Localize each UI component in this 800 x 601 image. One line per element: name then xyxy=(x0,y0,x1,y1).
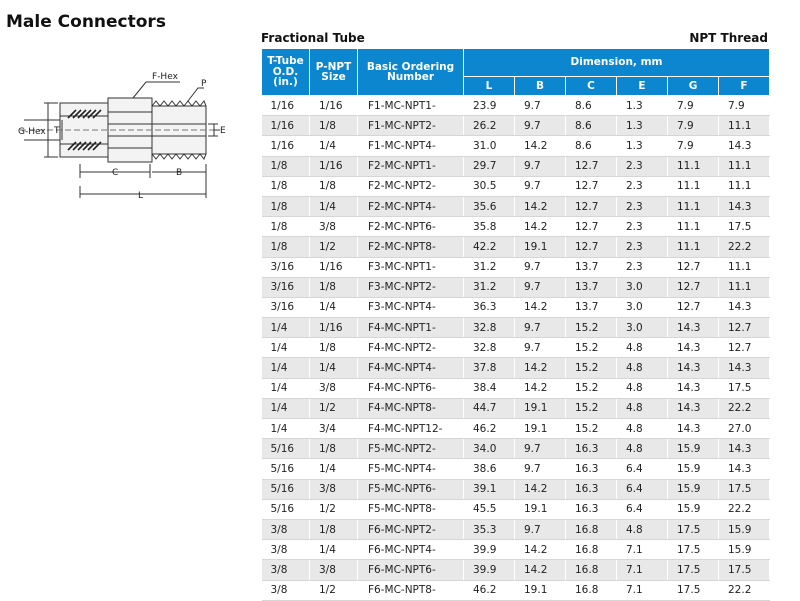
cell-c: 8.6 xyxy=(566,136,617,156)
table-row xyxy=(262,176,770,196)
cell-b: 9.7 xyxy=(515,156,566,176)
cell-e: 3.0 xyxy=(617,318,668,338)
cell-tube-od: 1/16 xyxy=(262,96,310,116)
cell-npt-size: 1/2 xyxy=(310,237,358,257)
cell-e: 2.3 xyxy=(617,237,668,257)
cell-b: 9.7 xyxy=(515,318,566,338)
cell-c: 16.3 xyxy=(566,479,617,499)
column-header-tube-od: T-Tube O.D. (in.) xyxy=(262,49,310,96)
cell-tube-od: 1/8 xyxy=(262,196,310,216)
cell-c: 16.8 xyxy=(566,560,617,580)
cell-tube-od: 3/8 xyxy=(262,560,310,580)
cell-e: 2.3 xyxy=(617,176,668,196)
cell-e: 7.1 xyxy=(617,560,668,580)
cell-e: 1.3 xyxy=(617,96,668,116)
cell-c: 16.3 xyxy=(566,459,617,479)
cell-f: 15.9 xyxy=(719,519,770,539)
cell-ordering-number: F6-MC-NPT6- xyxy=(358,560,464,580)
cell-g: 12.7 xyxy=(668,257,719,277)
table-body xyxy=(262,96,770,601)
cell-l: 31.2 xyxy=(464,257,515,277)
column-header-c: C xyxy=(566,77,617,96)
cell-l: 46.2 xyxy=(464,580,515,600)
cell-tube-od: 5/16 xyxy=(262,499,310,519)
cell-ordering-number: F2-MC-NPT6- xyxy=(358,217,464,237)
cell-f: 14.3 xyxy=(719,136,770,156)
column-header-l: L xyxy=(464,77,515,96)
cell-l: 35.8 xyxy=(464,217,515,237)
cell-g: 7.9 xyxy=(668,116,719,136)
cell-npt-size: 1/16 xyxy=(310,96,358,116)
cell-l: 35.6 xyxy=(464,196,515,216)
cell-c: 12.7 xyxy=(566,156,617,176)
cell-npt-size: 3/8 xyxy=(310,479,358,499)
cell-ordering-number: F4-MC-NPT2- xyxy=(358,338,464,358)
cell-npt-size: 1/4 xyxy=(310,196,358,216)
cell-tube-od: 3/16 xyxy=(262,277,310,297)
label-e: E xyxy=(220,126,226,136)
table-row xyxy=(262,196,770,216)
table-row xyxy=(262,156,770,176)
cell-e: 4.8 xyxy=(617,419,668,439)
cell-b: 14.2 xyxy=(515,217,566,237)
cell-b: 19.1 xyxy=(515,237,566,257)
cell-ordering-number: F2-MC-NPT1- xyxy=(358,156,464,176)
cell-b: 9.7 xyxy=(515,439,566,459)
cell-g: 17.5 xyxy=(668,519,719,539)
cell-ordering-number: F5-MC-NPT2- xyxy=(358,439,464,459)
cell-ordering-number: F5-MC-NPT4- xyxy=(358,459,464,479)
cell-l: 23.9 xyxy=(464,96,515,116)
cell-l: 42.2 xyxy=(464,237,515,257)
cell-ordering-number: F4-MC-NPT12- xyxy=(358,419,464,439)
cell-f: 22.2 xyxy=(719,398,770,418)
cell-ordering-number: F5-MC-NPT6- xyxy=(358,479,464,499)
table-row xyxy=(262,358,770,378)
cell-b: 9.7 xyxy=(515,459,566,479)
cell-b: 9.7 xyxy=(515,277,566,297)
cell-f: 15.9 xyxy=(719,540,770,560)
cell-e: 4.8 xyxy=(617,398,668,418)
cell-e: 1.3 xyxy=(617,116,668,136)
cell-npt-size: 1/4 xyxy=(310,297,358,317)
cell-e: 2.3 xyxy=(617,196,668,216)
cell-e: 3.0 xyxy=(617,297,668,317)
cell-ordering-number: F2-MC-NPT8- xyxy=(358,237,464,257)
cell-npt-size: 1/2 xyxy=(310,580,358,600)
cell-npt-size: 1/4 xyxy=(310,358,358,378)
cell-c: 8.6 xyxy=(566,96,617,116)
cell-npt-size: 3/8 xyxy=(310,217,358,237)
cell-e: 4.8 xyxy=(617,439,668,459)
table-row xyxy=(262,499,770,519)
cell-tube-od: 1/16 xyxy=(262,136,310,156)
cell-f: 11.1 xyxy=(719,277,770,297)
cell-c: 12.7 xyxy=(566,176,617,196)
cell-g: 11.1 xyxy=(668,196,719,216)
cell-l: 32.8 xyxy=(464,318,515,338)
cell-l: 29.7 xyxy=(464,156,515,176)
cell-f: 14.3 xyxy=(719,196,770,216)
cell-g: 11.1 xyxy=(668,156,719,176)
cell-l: 45.5 xyxy=(464,499,515,519)
cell-ordering-number: F1-MC-NPT1- xyxy=(358,96,464,116)
label-b: B xyxy=(176,168,183,178)
cell-c: 15.2 xyxy=(566,398,617,418)
cell-b: 14.2 xyxy=(515,479,566,499)
table-row xyxy=(262,419,770,439)
cell-ordering-number: F4-MC-NPT6- xyxy=(358,378,464,398)
cell-c: 12.7 xyxy=(566,237,617,257)
cell-tube-od: 3/8 xyxy=(262,580,310,600)
cell-tube-od: 1/8 xyxy=(262,237,310,257)
cell-b: 19.1 xyxy=(515,580,566,600)
table-row xyxy=(262,217,770,237)
cell-npt-size: 1/16 xyxy=(310,156,358,176)
cell-b: 9.7 xyxy=(515,116,566,136)
cell-c: 13.7 xyxy=(566,297,617,317)
cell-tube-od: 5/16 xyxy=(262,439,310,459)
cell-l: 37.8 xyxy=(464,358,515,378)
cell-tube-od: 1/8 xyxy=(262,217,310,237)
cell-c: 15.2 xyxy=(566,378,617,398)
column-header-b: B xyxy=(515,77,566,96)
cell-e: 4.8 xyxy=(617,519,668,539)
label-p: P xyxy=(201,79,207,89)
cell-l: 38.4 xyxy=(464,378,515,398)
cell-npt-size: 3/4 xyxy=(310,419,358,439)
label-c: C xyxy=(112,168,119,178)
cell-e: 2.3 xyxy=(617,257,668,277)
cell-c: 15.2 xyxy=(566,358,617,378)
column-header-e: E xyxy=(617,77,668,96)
cell-npt-size: 1/8 xyxy=(310,176,358,196)
cell-npt-size: 1/4 xyxy=(310,136,358,156)
cell-ordering-number: F6-MC-NPT4- xyxy=(358,540,464,560)
cell-c: 12.7 xyxy=(566,217,617,237)
cell-f: 27.0 xyxy=(719,419,770,439)
cell-tube-od: 1/4 xyxy=(262,378,310,398)
label-t: T xyxy=(54,126,60,136)
table-row xyxy=(262,560,770,580)
cell-g: 11.1 xyxy=(668,217,719,237)
cell-e: 6.4 xyxy=(617,479,668,499)
cell-f: 14.3 xyxy=(719,358,770,378)
cell-e: 4.8 xyxy=(617,338,668,358)
cell-f: 22.2 xyxy=(719,499,770,519)
cell-npt-size: 1/4 xyxy=(310,540,358,560)
cell-c: 13.7 xyxy=(566,257,617,277)
cell-c: 12.7 xyxy=(566,196,617,216)
cell-l: 32.8 xyxy=(464,338,515,358)
cell-c: 16.8 xyxy=(566,580,617,600)
cell-ordering-number: F6-MC-NPT8- xyxy=(358,580,464,600)
cell-ordering-number: F3-MC-NPT4- xyxy=(358,297,464,317)
cell-g: 17.5 xyxy=(668,580,719,600)
cell-ordering-number: F5-MC-NPT8- xyxy=(358,499,464,519)
cell-g: 15.9 xyxy=(668,459,719,479)
cell-npt-size: 3/8 xyxy=(310,378,358,398)
cell-e: 3.0 xyxy=(617,277,668,297)
cell-c: 16.8 xyxy=(566,540,617,560)
cell-tube-od: 3/8 xyxy=(262,540,310,560)
cell-f: 17.5 xyxy=(719,479,770,499)
cell-b: 19.1 xyxy=(515,499,566,519)
cell-tube-od: 3/8 xyxy=(262,519,310,539)
cell-tube-od: 1/4 xyxy=(262,358,310,378)
table-row xyxy=(262,96,770,116)
cell-ordering-number: F4-MC-NPT4- xyxy=(358,358,464,378)
cell-g: 15.9 xyxy=(668,499,719,519)
cell-l: 31.2 xyxy=(464,277,515,297)
table-row xyxy=(262,297,770,317)
cell-ordering-number: F4-MC-NPT8- xyxy=(358,398,464,418)
cell-l: 26.2 xyxy=(464,116,515,136)
cell-l: 38.6 xyxy=(464,459,515,479)
cell-b: 14.2 xyxy=(515,297,566,317)
cell-f: 11.1 xyxy=(719,156,770,176)
cell-e: 2.3 xyxy=(617,217,668,237)
column-header-g: G xyxy=(668,77,719,96)
cell-b: 9.7 xyxy=(515,519,566,539)
cell-e: 7.1 xyxy=(617,540,668,560)
cell-npt-size: 1/8 xyxy=(310,338,358,358)
cell-l: 30.5 xyxy=(464,176,515,196)
cell-f: 12.7 xyxy=(719,338,770,358)
cell-npt-size: 1/8 xyxy=(310,116,358,136)
cell-l: 35.3 xyxy=(464,519,515,539)
cell-f: 14.3 xyxy=(719,459,770,479)
table-row xyxy=(262,459,770,479)
cell-g: 14.3 xyxy=(668,398,719,418)
cell-npt-size: 1/8 xyxy=(310,439,358,459)
table-row xyxy=(262,378,770,398)
cell-ordering-number: F2-MC-NPT4- xyxy=(358,196,464,216)
table-row xyxy=(262,540,770,560)
cell-tube-od: 1/8 xyxy=(262,156,310,176)
cell-f: 14.3 xyxy=(719,297,770,317)
cell-c: 16.3 xyxy=(566,439,617,459)
cell-npt-size: 1/16 xyxy=(310,318,358,338)
cell-f: 17.5 xyxy=(719,560,770,580)
cell-g: 7.9 xyxy=(668,136,719,156)
cell-g: 14.3 xyxy=(668,318,719,338)
table-row xyxy=(262,277,770,297)
cell-b: 19.1 xyxy=(515,419,566,439)
section-title-fractional-tube: Fractional Tube xyxy=(261,31,365,45)
cell-npt-size: 1/2 xyxy=(310,499,358,519)
table-row xyxy=(262,318,770,338)
cell-g: 12.7 xyxy=(668,277,719,297)
cell-g: 14.3 xyxy=(668,378,719,398)
cell-npt-size: 1/4 xyxy=(310,459,358,479)
cell-b: 9.7 xyxy=(515,96,566,116)
cell-b: 14.2 xyxy=(515,196,566,216)
cell-tube-od: 1/8 xyxy=(262,176,310,196)
column-header-f: F xyxy=(719,77,770,96)
cell-tube-od: 1/4 xyxy=(262,338,310,358)
cell-e: 4.8 xyxy=(617,378,668,398)
cell-f: 17.5 xyxy=(719,378,770,398)
cell-g: 15.9 xyxy=(668,479,719,499)
cell-tube-od: 1/4 xyxy=(262,398,310,418)
label-l: L xyxy=(138,191,144,201)
cell-npt-size: 1/16 xyxy=(310,257,358,277)
table-row xyxy=(262,237,770,257)
cell-ordering-number: F2-MC-NPT2- xyxy=(358,176,464,196)
cell-g: 11.1 xyxy=(668,176,719,196)
cell-ordering-number: F1-MC-NPT2- xyxy=(358,116,464,136)
cell-g: 15.9 xyxy=(668,439,719,459)
cell-e: 7.1 xyxy=(617,580,668,600)
cell-f: 12.7 xyxy=(719,318,770,338)
cell-c: 16.3 xyxy=(566,499,617,519)
cell-tube-od: 1/16 xyxy=(262,116,310,136)
cell-tube-od: 5/16 xyxy=(262,459,310,479)
cell-b: 14.2 xyxy=(515,540,566,560)
cell-g: 17.5 xyxy=(668,560,719,580)
cell-e: 4.8 xyxy=(617,358,668,378)
cell-b: 9.7 xyxy=(515,257,566,277)
cell-c: 13.7 xyxy=(566,277,617,297)
cell-g: 14.3 xyxy=(668,338,719,358)
column-header-npt-size: P-NPT Size xyxy=(310,49,358,96)
cell-e: 6.4 xyxy=(617,459,668,479)
cell-f: 14.3 xyxy=(719,439,770,459)
table-row xyxy=(262,519,770,539)
cell-e: 1.3 xyxy=(617,136,668,156)
cell-f: 7.9 xyxy=(719,96,770,116)
cell-l: 34.0 xyxy=(464,439,515,459)
cell-ordering-number: F6-MC-NPT2- xyxy=(358,519,464,539)
cell-e: 2.3 xyxy=(617,156,668,176)
cell-ordering-number: F3-MC-NPT2- xyxy=(358,277,464,297)
cell-f: 11.1 xyxy=(719,176,770,196)
cell-l: 31.0 xyxy=(464,136,515,156)
cell-b: 14.2 xyxy=(515,560,566,580)
cell-npt-size: 1/2 xyxy=(310,398,358,418)
cell-g: 14.3 xyxy=(668,358,719,378)
cell-f: 17.5 xyxy=(719,217,770,237)
cell-tube-od: 5/16 xyxy=(262,479,310,499)
cell-ordering-number: F1-MC-NPT4- xyxy=(358,136,464,156)
cell-c: 15.2 xyxy=(566,318,617,338)
connector-diagram xyxy=(18,68,228,208)
cell-ordering-number: F3-MC-NPT1- xyxy=(358,257,464,277)
column-header-ordering-number: Basic Ordering Number xyxy=(358,49,464,96)
cell-f: 11.1 xyxy=(719,116,770,136)
table-row xyxy=(262,136,770,156)
cell-l: 36.3 xyxy=(464,297,515,317)
table-row xyxy=(262,479,770,499)
table-row xyxy=(262,439,770,459)
cell-npt-size: 1/8 xyxy=(310,519,358,539)
cell-l: 44.7 xyxy=(464,398,515,418)
cell-g: 17.5 xyxy=(668,540,719,560)
cell-l: 39.1 xyxy=(464,479,515,499)
cell-c: 8.6 xyxy=(566,116,617,136)
cell-ordering-number: F4-MC-NPT1- xyxy=(358,318,464,338)
cell-b: 9.7 xyxy=(515,338,566,358)
cell-b: 19.1 xyxy=(515,398,566,418)
cell-b: 14.2 xyxy=(515,136,566,156)
cell-npt-size: 3/8 xyxy=(310,560,358,580)
cell-l: 39.9 xyxy=(464,540,515,560)
cell-tube-od: 3/16 xyxy=(262,257,310,277)
cell-f: 22.2 xyxy=(719,237,770,257)
section-title-npt-thread: NPT Thread xyxy=(689,31,768,45)
cell-tube-od: 3/16 xyxy=(262,297,310,317)
table-row xyxy=(262,116,770,136)
page-title: Male Connectors xyxy=(6,12,166,32)
dimensions-table xyxy=(261,48,770,601)
cell-l: 46.2 xyxy=(464,419,515,439)
cell-npt-size: 1/8 xyxy=(310,277,358,297)
cell-e: 6.4 xyxy=(617,499,668,519)
table-row xyxy=(262,580,770,600)
cell-c: 15.2 xyxy=(566,419,617,439)
cell-b: 9.7 xyxy=(515,176,566,196)
cell-f: 22.2 xyxy=(719,580,770,600)
table-row xyxy=(262,338,770,358)
cell-tube-od: 1/4 xyxy=(262,419,310,439)
cell-c: 15.2 xyxy=(566,338,617,358)
cell-f: 11.1 xyxy=(719,257,770,277)
cell-g: 11.1 xyxy=(668,237,719,257)
cell-g: 7.9 xyxy=(668,96,719,116)
cell-b: 14.2 xyxy=(515,378,566,398)
cell-b: 14.2 xyxy=(515,358,566,378)
cell-tube-od: 1/4 xyxy=(262,318,310,338)
cell-g: 14.3 xyxy=(668,419,719,439)
label-g-hex: G-Hex xyxy=(18,127,46,137)
table-row xyxy=(262,398,770,418)
cell-g: 12.7 xyxy=(668,297,719,317)
cell-c: 16.8 xyxy=(566,519,617,539)
column-header-dimension: Dimension, mm xyxy=(464,49,770,77)
cell-l: 39.9 xyxy=(464,560,515,580)
label-f-hex: F-Hex xyxy=(152,72,178,82)
table-row xyxy=(262,257,770,277)
